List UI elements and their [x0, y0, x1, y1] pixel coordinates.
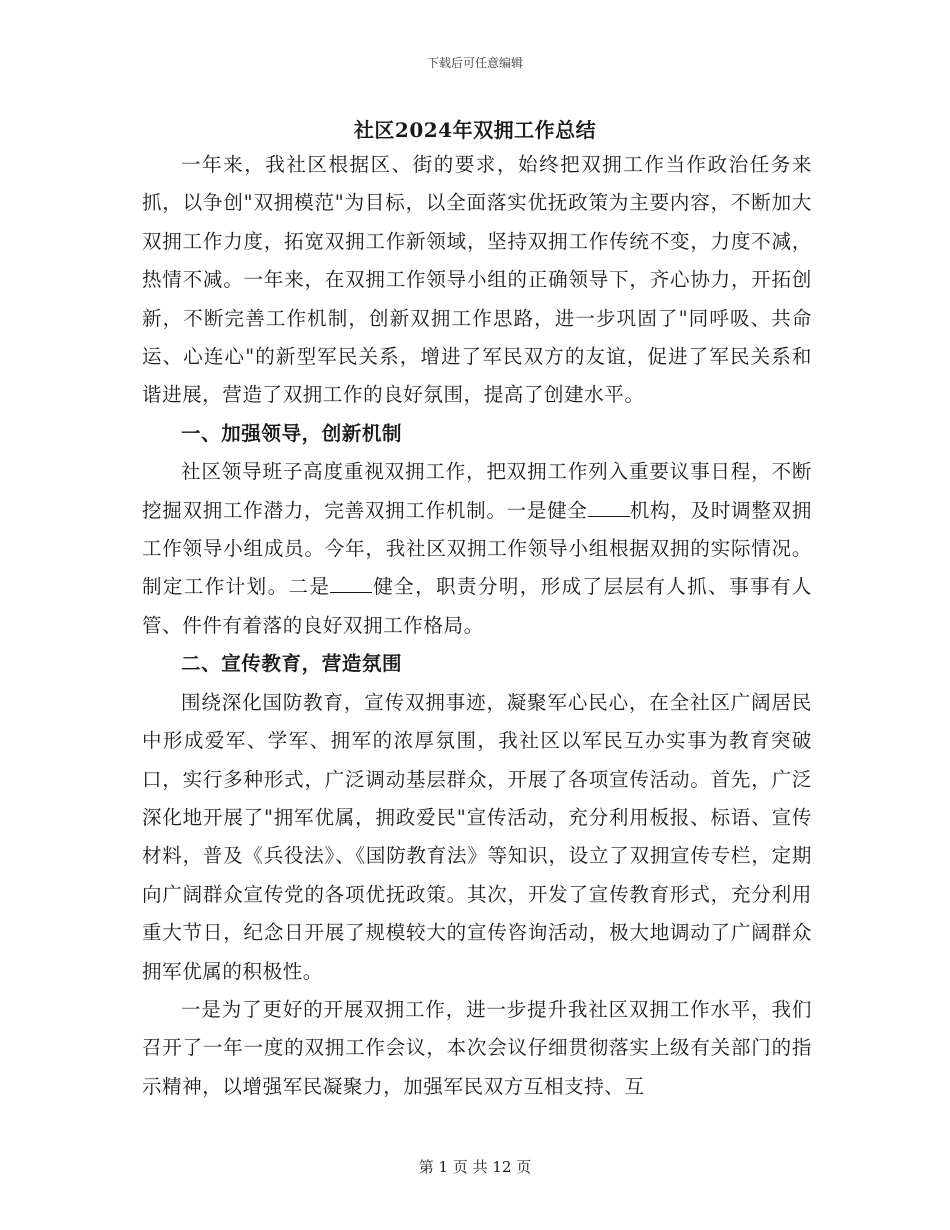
fill-blank — [588, 498, 630, 517]
section-2-paragraph-2: 一是为了更好的开展双拥工作，进一步提升我社区双拥工作水平，我们召开了一年一度的双拥工作会议，本次会议仔细贯彻落实上级有关部门的指示精神，以增强军民凝聚力，加强军民双方互相支持、互 — [142, 997, 812, 1098]
document-body — [142, 146, 812, 1106]
document-title: 社区2024年双拥工作总结 — [353, 118, 597, 142]
page-footer: 第 1 页 共 12 页 — [418, 1158, 532, 1176]
header-note: 下载后可任意编辑 — [426, 56, 523, 70]
section-heading-1: 一、加强领导，创新机制 — [181, 421, 403, 445]
fill-blank — [330, 574, 372, 593]
section-1-text-a: 社区领导班子高度重视双拥工作，把双拥工作列入重要议事日程，不断挖掘双拥工作潜力，完善双拥工作机制。一是健全 — [142, 460, 812, 522]
intro-paragraph: 一年来，我社区根据区、街的要求，始终把双拥工作当作政治任务来抓，以争创"双拥模范"为目标，以全面落实优抚政策为主要内容，不断加大双拥工作力度，拓宽双拥工作新领域，坚持双拥工作传统不变，力度不减，热情不减。一年来，在双拥工作领导小组的正确领导下，齐心协力，开拓创新，不断完善工作机制，创新双拥工作思路，进一步巩固了"同呼吸、共命运、心连心"的新型军民关系，增进了军民双方的友谊，促进了军民关系和谐进展，营造了双拥工作的良好氛围，提高了创建水平。 — [142, 153, 812, 407]
section-2-paragraph: 围绕深化国防教育，宣传双拥事迹，凝聚军心民心，在全社区广阔居民中形成爱军、学军、拥军的浓厚氛围，我社区以军民互办实事为教育突破口，实行多种形式，广泛调动基层群众，开展了各项宣传活动。首先，广泛深化地开展了"拥军优属，拥政爱民"宣传活动，充分利用板报、标语、宣传材料，普及《兵役法》、《国防教育法》等知识，设立了双拥宣传专栏，定期向广阔群众宣传党的各项优抚政策。其次，开发了宣传教育形式，充分利用重大节日，纪念日开展了规模较大的宣传咨询活动，极大地调动了广阔群众拥军优属的积极性。 — [142, 690, 812, 983]
section-1-text-b: 机构，及时调整双拥工作领导小组成员。今年，我社区双拥工作领导小组根据双拥的实际情况。制定工作计划。二是 — [142, 498, 812, 599]
section-1-text-c: 健全，职责分明，形成了层层有人抓、事事有人管、件件有着落的良好双拥工作格局。 — [142, 575, 812, 637]
section-heading-2: 二、宣传教育，营造氛围 — [181, 652, 403, 676]
section-1-paragraph — [142, 453, 812, 645]
